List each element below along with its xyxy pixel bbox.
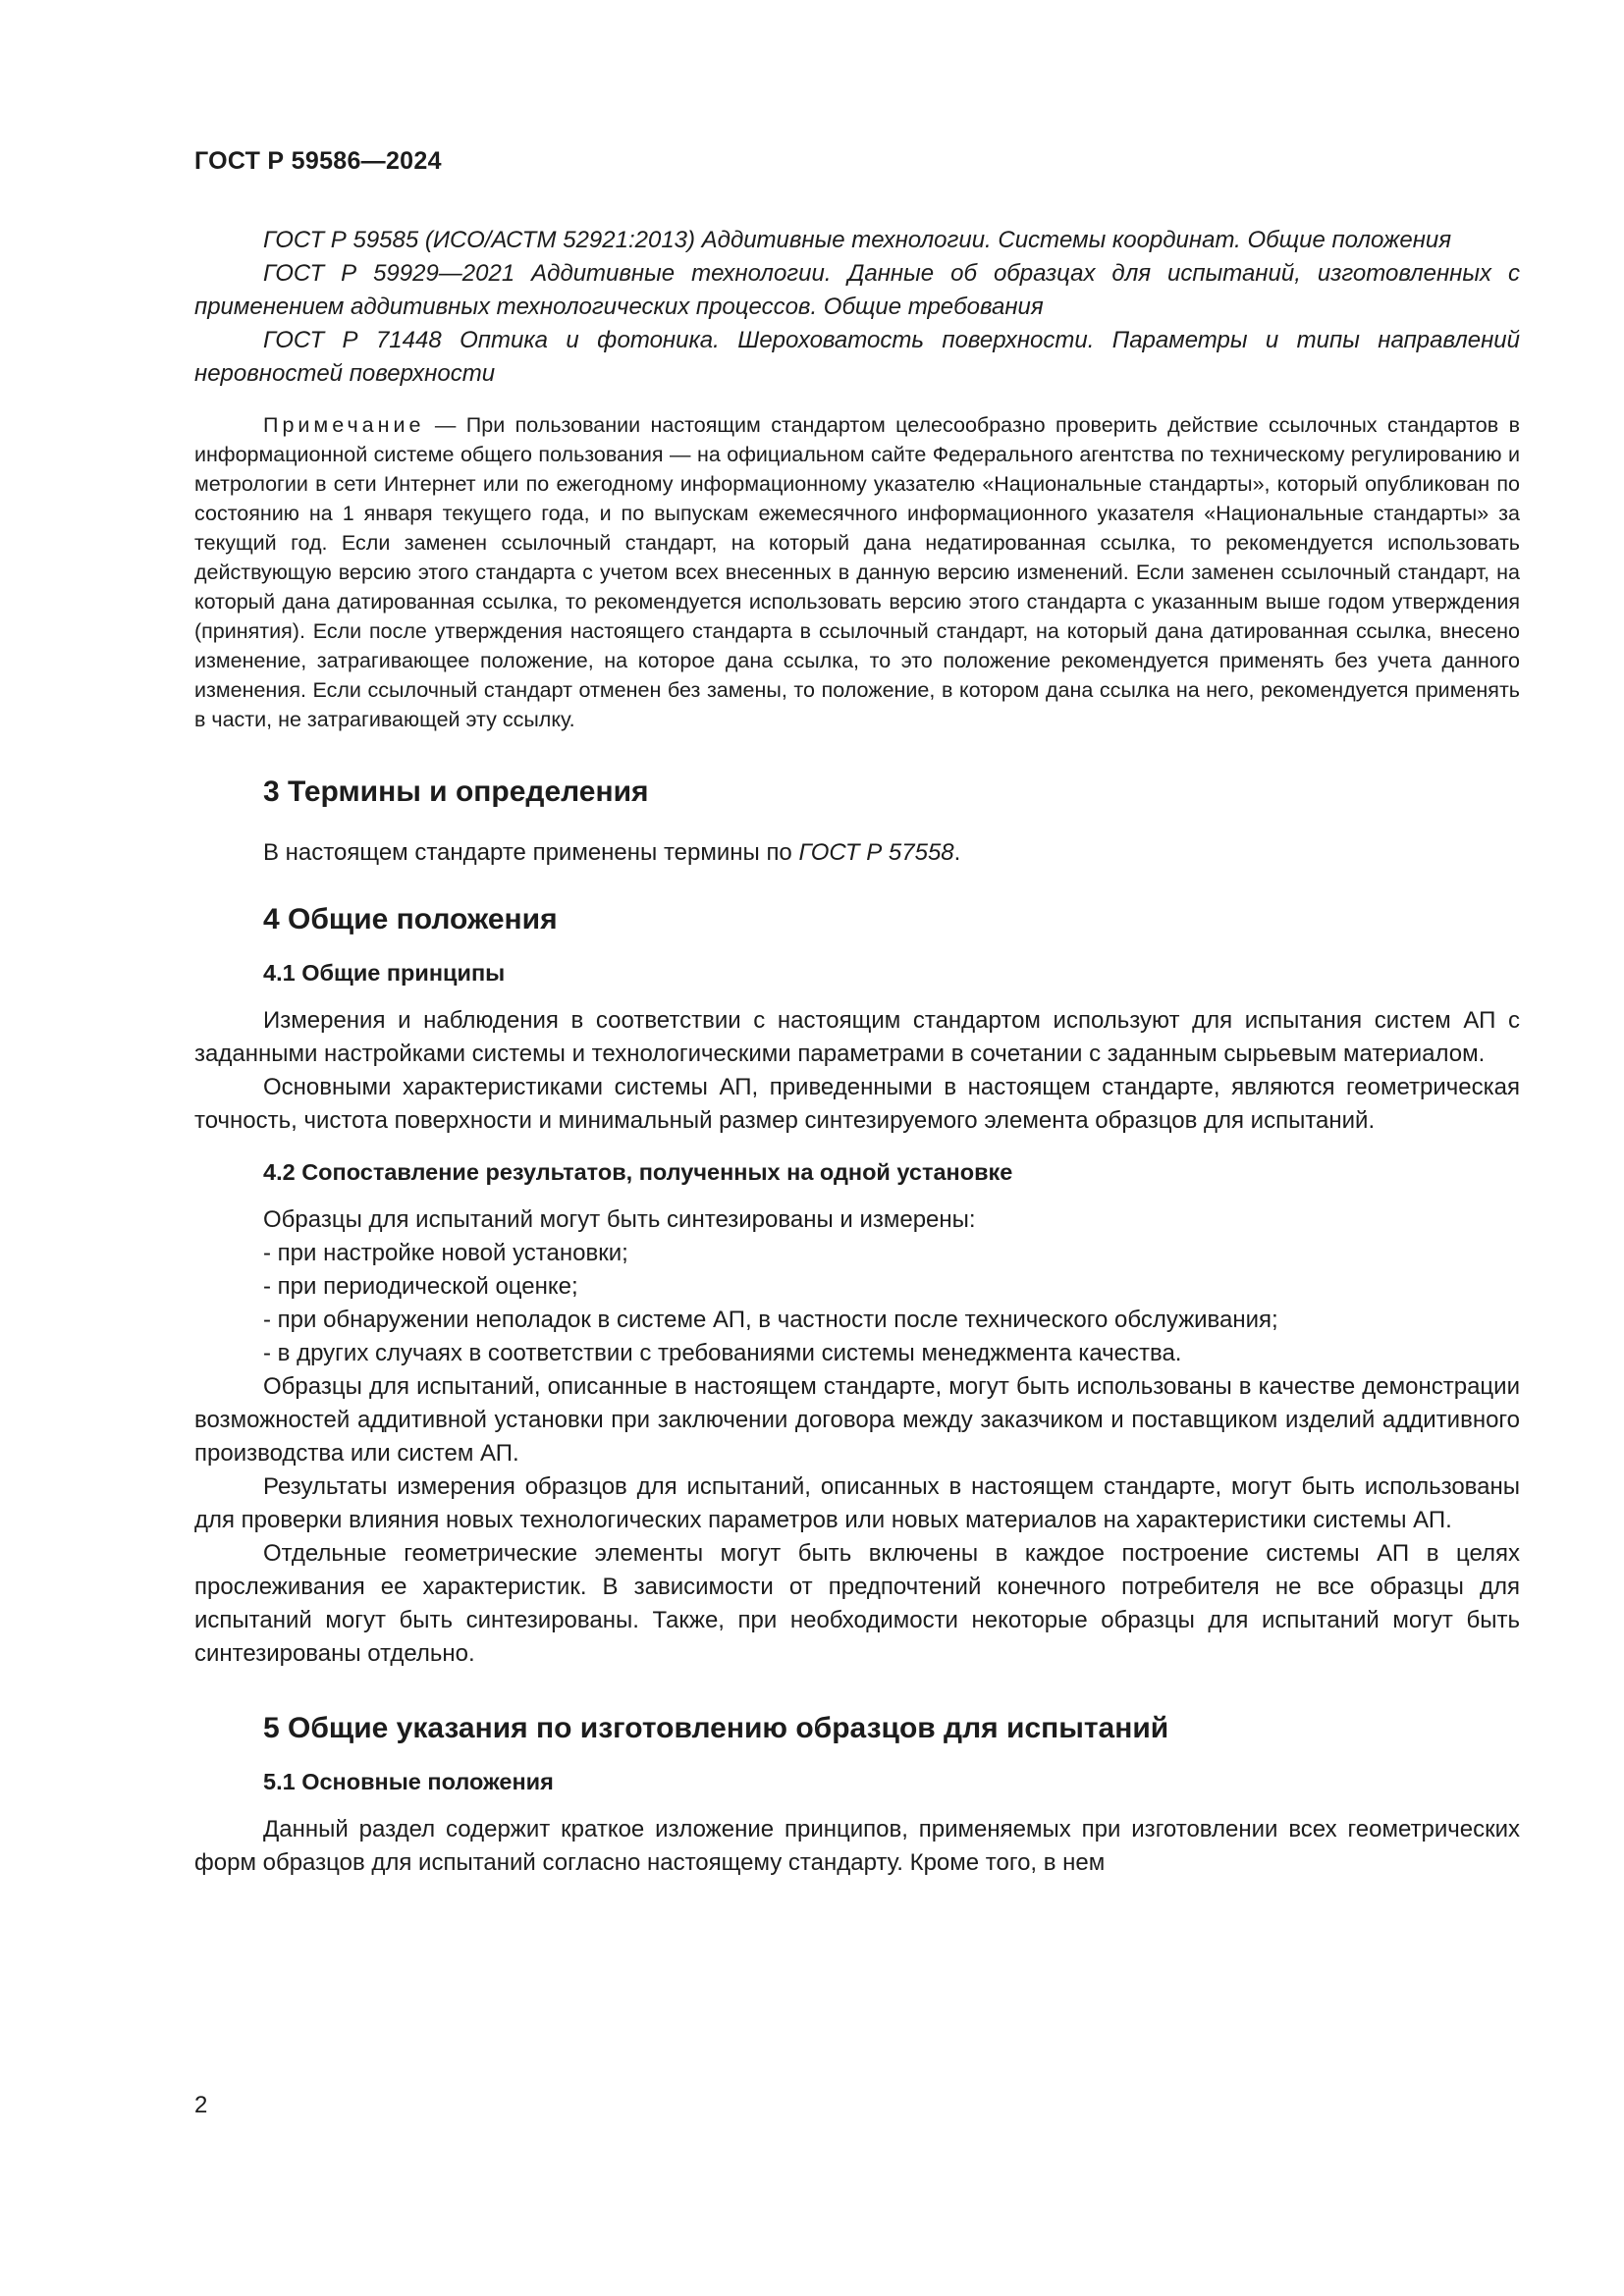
body-paragraph: Отдельные геометрические элементы могут быть включены в каждое построение системы АП в целях прослеживания ее характеристик. В зависимости от предпочтений конечного потребителя не все образцы для испытаний могут быть синтезированы. Также, при необходимости некоторые образцы для испытаний могут быть синтезированы отдельно. <box>194 1540 1520 1667</box>
list-item: - при обнаружении неполадок в системе АП, в частности после технического обслуживания; <box>263 1307 1278 1333</box>
list-item: - в других случаях в соответствии с требованиями системы менеджмента качества. <box>263 1340 1182 1366</box>
body-paragraph: Измерения и наблюдения в соответствии с настоящим стандартом используют для испытания систем АП с заданными настройками системы и технологическими параметрами в сочетании с заданным сырьевым материалом. <box>194 1007 1520 1067</box>
note-paragraph <box>194 410 1520 734</box>
list-item: - при периодической оценке; <box>263 1273 578 1300</box>
section-3-title: 3 Термины и определения <box>263 775 649 808</box>
document-code-header: ГОСТ Р 59586—2024 <box>194 147 442 175</box>
page-number: 2 <box>194 2092 208 2118</box>
section-3-text-after: . <box>953 839 961 866</box>
list-item: - при настройке новой установки; <box>263 1240 628 1266</box>
subsection-4-2-title: 4.2 Сопоставление результатов, полученных на одной установке <box>263 1159 1013 1185</box>
body-paragraph: Основными характеристиками системы АП, приведенными в настоящем стандарте, являются геометрическая точность, чистота поверхности и минимальный размер синтезируемого элемента образцов для испытаний. <box>194 1074 1520 1134</box>
subsection-5-1-title: 5.1 Основные положения <box>263 1769 554 1794</box>
section-3-text-before: В настоящем стандарте применены термины по <box>263 839 799 866</box>
section-4-title: 4 Общие положения <box>263 903 558 935</box>
section-3-standard-reference: ГОСТ Р 57558 <box>798 839 954 866</box>
note-label: Примечание <box>263 413 425 437</box>
body-paragraph: Результаты измерения образцов для испытаний, описанных в настоящем стандарте, могут быть использованы для проверки влияния новых технологических параметров или новых материалов на характеристики системы АП. <box>194 1473 1520 1533</box>
reference-item: ГОСТ Р 59585 (ИСО/АСТМ 52921:2013) Аддитивные технологии. Системы координат. Общие положения <box>263 227 1452 253</box>
reference-item: ГОСТ Р 71448 Оптика и фотоника. Шероховатость поверхности. Параметры и типы направлений неровностей поверхности <box>194 327 1520 387</box>
body-paragraph: Образцы для испытаний могут быть синтезированы и измерены: <box>263 1206 976 1233</box>
section-5-title: 5 Общие указания по изготовлению образцов для испытаний <box>263 1712 1169 1744</box>
page-content <box>194 224 1520 1880</box>
section-3-text <box>194 836 1520 870</box>
note-text: — При пользовании настоящим стандартом целесообразно проверить действие ссылочных стандартов в информационной системе общего пользования — на официальном сайте Федерального агентства по техническому регулированию и метрологии в сети Интернет или по ежегодному информационному указателю «Национальные стандарты», который опубликован по состоянию на 1 января текущего года, и по выпускам ежемесячного информационного указателя «Национальные стандарты» за текущий год. Если заменен ссылочный стандарт, на который дана недатированная ссылка, то рекомендуется использовать действующую версию этого стандарта с учетом всех внесенных в данную версию изменений. Если заменен ссылочный стандарт, на который дана датированная ссылка, то рекомендуется использовать версию этого стандарта с указанным выше годом утверждения (принятия). Если после утверждения настоящего стандарта в ссылочный стандарт, на который дана датированная ссылка, внесено изменение, затрагивающее положение, на которое дана ссылка, то это положение рекомендуется применять без учета данного изменения. Если ссылочный стандарт отменен без замены, то положение, в котором дана ссылка на него, рекомендуется применять в части, не затрагивающей эту ссылку. <box>194 413 1520 731</box>
subsection-4-2-body <box>194 1203 1520 1671</box>
body-paragraph: Образцы для испытаний, описанные в настоящем стандарте, могут быть использованы в качестве демонстрации возможностей аддитивной установки при заключении договора между заказчиком и поставщиком изделий аддитивного производства или систем АП. <box>194 1373 1520 1467</box>
subsection-4-1-title: 4.1 Общие принципы <box>263 960 506 986</box>
normative-references-list <box>194 224 1520 391</box>
body-paragraph: Данный раздел содержит краткое изложение принципов, применяемых при изготовлении всех геометрических форм образцов для испытаний согласно настоящему стандарту. Кроме того, в нем <box>194 1816 1520 1876</box>
subsection-4-1-body <box>194 1004 1520 1138</box>
document-page <box>194 0 1520 2296</box>
reference-item: ГОСТ Р 59929—2021 Аддитивные технологии. Данные об образцах для испытаний, изготовленных с применением аддитивных технологических процессов. Общие требования <box>194 260 1520 320</box>
subsection-5-1-body <box>194 1813 1520 1880</box>
